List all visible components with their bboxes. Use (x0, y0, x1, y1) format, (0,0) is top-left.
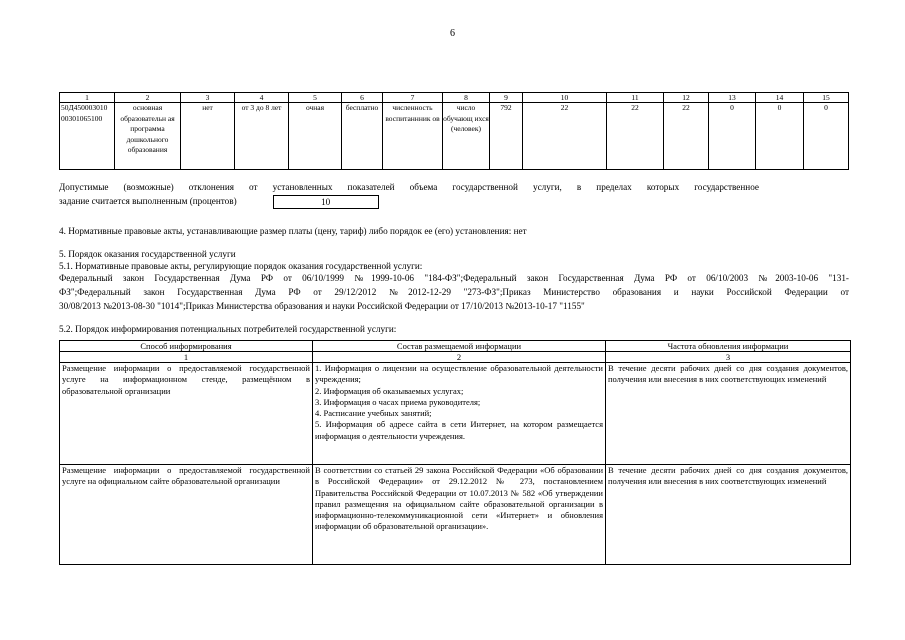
table-cell: 0 (709, 103, 756, 170)
section-5-1-line3: 30/08/2013 №2013-08-30 "1014";Приказ Министерства образования и науки Российской Федерации от 17/10/2013 №2013-10-17 "1155" (59, 301, 585, 311)
content-cell (313, 465, 606, 565)
column-number: 5 (289, 93, 342, 103)
section-5-2-title: 5.2. Порядок информирования потенциальных потребителей государственной услуги: (59, 324, 397, 334)
frequency-cell: В течение десяти рабочих дней со дня создания документов, получения или внесения в них соответствующих изменений (606, 465, 851, 565)
table-cell: 792 (490, 103, 523, 170)
table-cell: 22 (664, 103, 709, 170)
column-number: 2 (313, 352, 606, 363)
table-cell: 0 (804, 103, 849, 170)
table-cell: 22 (607, 103, 664, 170)
column-number: 7 (383, 93, 443, 103)
table-cell: нет (181, 103, 235, 170)
column-number: 15 (804, 93, 849, 103)
table-cell: очная (289, 103, 342, 170)
content-item: 2. Информация об оказываемых услугах; (315, 385, 464, 396)
column-number: 1 (60, 352, 313, 363)
content-item: 3. Информация о часах приема руководителя; (315, 396, 481, 407)
column-number: 4 (235, 93, 289, 103)
header-frequency: Частота обновления информации (606, 341, 851, 352)
table-cell: от 3 до 8 лет (235, 103, 289, 170)
table-cell: 22 (523, 103, 607, 170)
info-table (59, 340, 851, 565)
column-number: 14 (756, 93, 804, 103)
column-number: 10 (523, 93, 607, 103)
table-cell: 0 (756, 103, 804, 170)
info-table-number-row (60, 352, 851, 363)
header-content: Состав размещаемой информации (313, 341, 606, 352)
column-number: 6 (342, 93, 383, 103)
section-4: 4. Нормативные правовые акты, устанавливающие размер платы (цену, тариф) либо порядок ее (его) установления: нет (59, 226, 527, 236)
indicator-table-header-row (60, 93, 849, 103)
table-cell: бесплатно (342, 103, 383, 170)
program-cell: основная образовательн ая программа дошкольного образования (115, 103, 181, 170)
section-5-title: 5. Порядок оказания государственной услуги (59, 249, 236, 259)
frequency-cell: В течение десяти рабочих дней со дня создания документов, получения или внесения в них соответствующих изменений (606, 363, 851, 465)
info-table-header-row (60, 341, 851, 352)
method-cell: Размещение информации о предоставляемой государственной услуге на информационном стенде, размещённом в образовательной организации (60, 363, 313, 465)
content-item: В соответствии со статьей 29 закона Российской Федерации «Об образовании в Российской Федерации» от 29.12.2012 № 273, постановлением Правительства Российской Федерации от 10.07.2013 № 582 «Об утверждении правил размещения на официальном сайте образовательной организации в информационно-телекоммуникационной сети «Интернет» и обновления информации об образовательной организации». (315, 465, 603, 532)
column-number: 1 (60, 93, 115, 103)
deviation-value-box: 10 (273, 195, 379, 209)
content-cell (313, 363, 606, 465)
column-number: 13 (709, 93, 756, 103)
column-number: 3 (606, 352, 851, 363)
deviation-label: задание считается выполненным (процентов) (59, 196, 237, 206)
section-5-1-line2: ФЗ";Федеральный закон Государственная Дума РФ от 29/12/2012 №2012-12-29 "273-ФЗ";Приказ Министерство образования и науки Российской Федерации от (59, 287, 849, 297)
deviation-text-line1: Допустимые (возможные) отклонения от установленных показателей объема государственной услуги, в пределах которых государственное (59, 182, 759, 192)
header-method: Способ информирования (60, 341, 313, 352)
deviation-text-line2 (59, 195, 849, 209)
column-number: 3 (181, 93, 235, 103)
section-5-1-title: 5.1. Нормативные правовые акты, регулирующие порядок оказания государственной услуги: (59, 261, 423, 271)
column-number: 12 (664, 93, 709, 103)
column-number: 11 (607, 93, 664, 103)
column-number: 9 (490, 93, 523, 103)
registry-number-cell: 50Д450003010 00301065100 (60, 103, 115, 170)
column-number: 2 (115, 93, 181, 103)
indicator-table (59, 92, 849, 170)
column-number: 8 (443, 93, 490, 103)
table-row (60, 363, 851, 465)
content-item: 4. Расписание учебных занятий; (315, 408, 432, 419)
table-row (60, 103, 849, 170)
table-cell: численность воспитаннник ов (383, 103, 443, 170)
method-cell: Размещение информации о предоставляемой государственной услуге на официальном сайте образовательной организации (60, 465, 313, 565)
table-cell: число обучающ ихся (человек) (443, 103, 490, 170)
content-item: 5. Информация об адресе сайта в сети Интернет, на котором размещается информация о деятельности учреждения. (315, 419, 603, 441)
table-row (60, 465, 851, 565)
page-number: 6 (450, 28, 455, 39)
section-5-1-line1: Федеральный закон Государственная Дума РФ от 06/10/1999 №1999-10-06 "184-ФЗ";Федеральный закон Государственная Дума РФ от 06/10/2003 №2003-10-06 "131- (59, 273, 849, 283)
content-item: 1. Информация о лицензии на осуществление образовательной деятельности учреждения; (315, 363, 603, 385)
